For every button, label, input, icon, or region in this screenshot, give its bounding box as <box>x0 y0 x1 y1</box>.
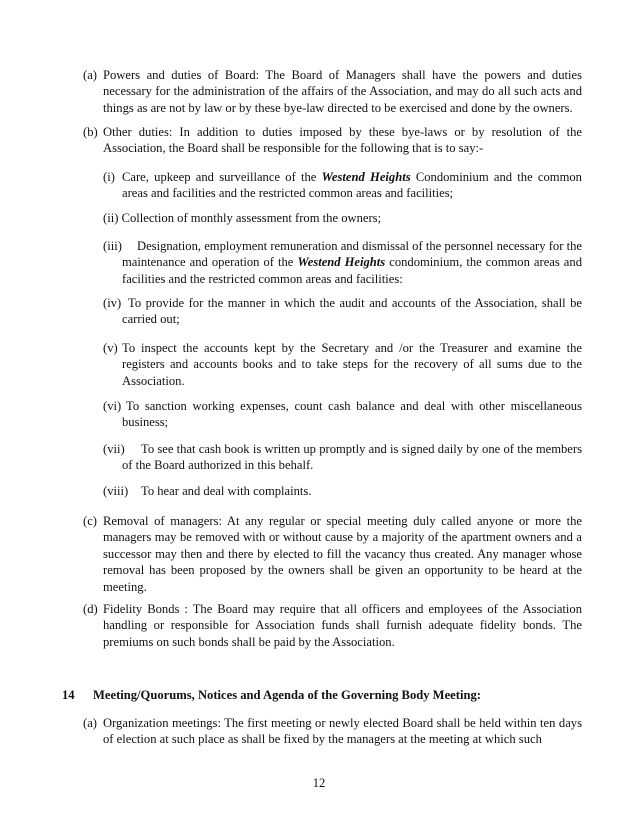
item-label: (i) <box>103 170 115 184</box>
item-label: (v) <box>103 341 118 355</box>
item-text: To sanction working expenses, count cash balance and deal with other miscellaneous business; <box>122 399 582 430</box>
item-c <box>83 513 582 595</box>
item-label: (iii) <box>103 239 122 253</box>
condominium-name: Westend Heights <box>297 255 386 270</box>
item-vi <box>103 398 582 431</box>
item-text: Collection of monthly assessment from the owners; <box>121 211 382 225</box>
condominium-name: Westend Heights <box>321 170 411 184</box>
item-text: To inspect the accounts kept by the Secretary and /or the Treasurer and examine the registers and accounts books and to take steps for the recovery of all sums due to the Association. <box>122 341 582 388</box>
item-d <box>83 601 582 650</box>
item-label: (viii) <box>103 484 129 498</box>
item-text: To see that cash book is written up promptly and is signed daily by one of the members of the Board authorized in this behalf. <box>122 442 582 473</box>
item-text: Fidelity Bonds : The Board may require that all officers and employees of the Association handling or responsible for Association funds shall furnish adequate fidelity bonds. The premiums on such bonds shall be paid by the Association. <box>103 602 582 649</box>
item-viii <box>103 483 582 499</box>
page-number: 12 <box>312 776 326 790</box>
item-label: (iv) <box>103 296 122 310</box>
item-label: (a) <box>83 68 97 82</box>
item-text: Designation, employment remuneration and dismissal of the personnel necessary for the maintenance and operation of the Westend Heights condominium, the common areas and facilities and the restricted common areas and facilities: <box>122 239 582 286</box>
item-ii <box>103 210 582 226</box>
item-label: (vi) <box>103 399 122 413</box>
item-i <box>103 169 582 202</box>
item-text: Organization meetings: The first meeting or newly elected Board shall be held within ten days of election at such place as shall be fixed by the managers at the meeting at which such <box>103 716 582 747</box>
item-label: (ii) <box>103 211 119 225</box>
section-title: Meeting/Quorums, Notices and Agenda of the Governing Body Meeting: <box>93 688 481 702</box>
item-text: To provide for the manner in which the audit and accounts of the Association, shall be carried out; <box>122 296 582 327</box>
section-heading <box>62 687 481 703</box>
item-vii <box>103 441 582 474</box>
item-label: (b) <box>83 125 98 139</box>
item-label: (d) <box>83 602 98 616</box>
item-text: Powers and duties of Board: The Board of Managers shall have the powers and duties necessary for the administration of the affairs of the Association, and may do all such acts and things as are not by law or by these bye-law directed to be exercised and done by the owners. <box>103 68 582 115</box>
item-iv <box>103 295 582 328</box>
item-label: (c) <box>83 514 97 528</box>
item-text: Removal of managers: At any regular or special meeting duly called anyone or more the managers may be removed with or without cause by a majority of the apartment owners and a successor may then and there by elected to fill the vacancy thus created. Any manager whose removal has been proposed by the owners shall be given an opportunity to be heard at the meeting. <box>103 514 582 594</box>
item-v <box>103 340 582 389</box>
item-text: Care, upkeep and surveillance of the Westend Heights Condominium and the common areas and facilities and the restricted common areas and facilities; <box>122 170 582 201</box>
item-label: (a) <box>83 716 97 730</box>
item-text: To hear and deal with complaints. <box>141 484 312 498</box>
item-a <box>83 67 582 116</box>
section-number: 14 <box>62 688 75 702</box>
item-iii <box>103 238 582 287</box>
item-label: (vii) <box>103 442 125 456</box>
item-14a <box>83 715 582 748</box>
item-b <box>83 124 582 157</box>
item-text: Other duties: In addition to duties imposed by these bye-laws or by resolution of the Association, the Board shall be responsible for the following that is to say:- <box>103 125 582 156</box>
